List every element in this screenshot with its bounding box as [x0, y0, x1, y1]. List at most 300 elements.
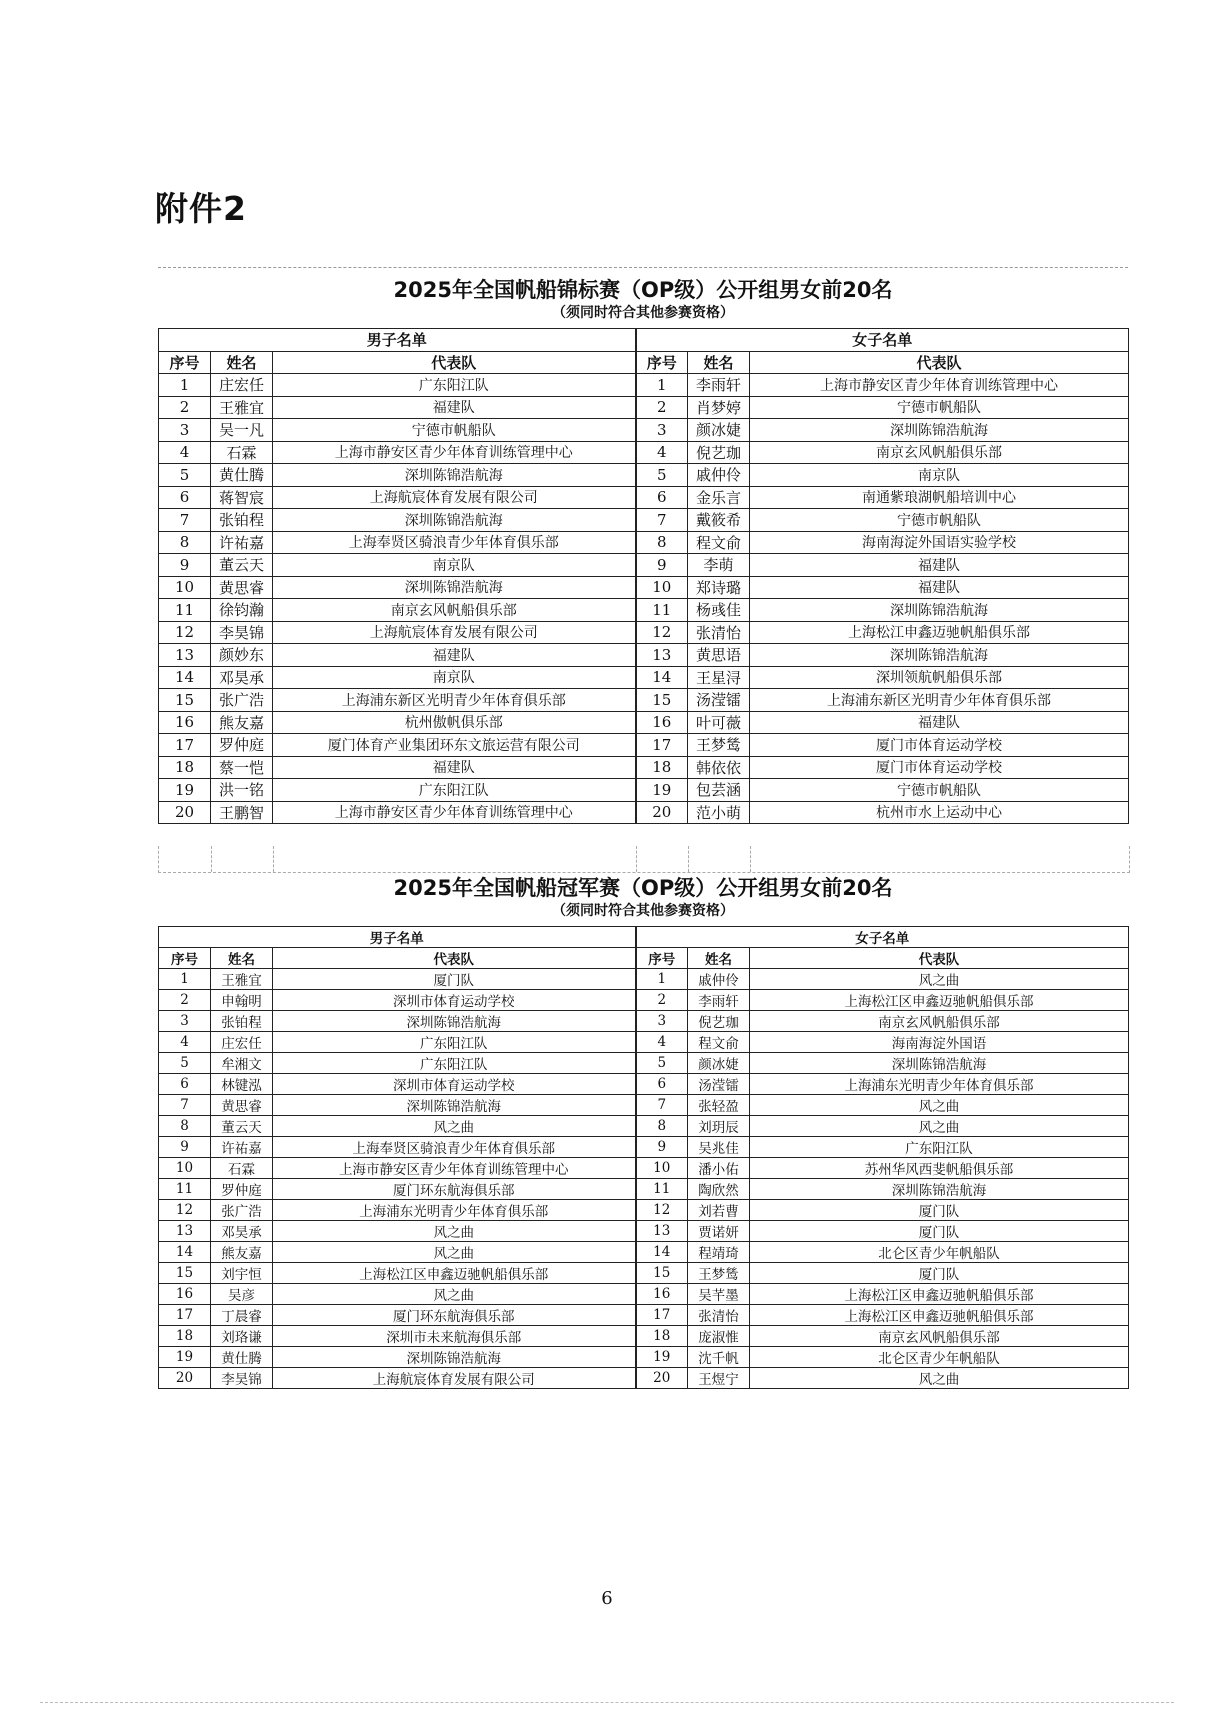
- female-team-cell: 上海松江申鑫迈驰帆船俱乐部: [750, 621, 1129, 644]
- rank-cell: 13: [159, 644, 211, 667]
- female-team-cell: 福建队: [750, 711, 1129, 734]
- roster-table: [158, 328, 1129, 824]
- female-team-cell: 深圳陈锦浩航海: [750, 1179, 1129, 1200]
- female-team-cell: 海南海淀外国语: [750, 1032, 1129, 1053]
- rank-cell: 14: [159, 1242, 211, 1263]
- rank-cell: 6: [159, 1074, 211, 1095]
- spacer-row: [158, 846, 1130, 873]
- male-name-cell: 黄思睿: [211, 1095, 273, 1116]
- rank-cell: 1: [636, 969, 688, 990]
- male-name-cell: 颜妙东: [211, 644, 273, 667]
- rank-cell: 3: [636, 419, 688, 442]
- male-name-cell: 李昊锦: [211, 621, 273, 644]
- male-team-cell: 上海奉贤区骑浪青少年体育俱乐部: [273, 1137, 636, 1158]
- scan-edge-rule: [40, 1702, 1174, 1703]
- col-no-header: 序号: [159, 351, 211, 374]
- rank-cell: 20: [159, 801, 211, 824]
- rank-cell: 1: [636, 374, 688, 397]
- rank-cell: 15: [636, 1263, 688, 1284]
- male-group-header: 男子名单: [159, 329, 636, 352]
- table-row: [159, 531, 1129, 554]
- rank-cell: 12: [636, 621, 688, 644]
- male-name-cell: 黄仕腾: [211, 1347, 273, 1368]
- female-name-cell: 张清怡: [688, 621, 750, 644]
- female-name-cell: 颜冰婕: [688, 419, 750, 442]
- rank-cell: 7: [636, 1095, 688, 1116]
- table-row: [159, 1326, 1129, 1347]
- table-row: [159, 779, 1129, 802]
- section-title: 2025年全国帆船锦标赛（OP级）公开组男女前20名: [393, 278, 893, 302]
- rank-cell: 17: [159, 1305, 211, 1326]
- table-row: [159, 509, 1129, 532]
- female-team-cell: 风之曲: [750, 1095, 1129, 1116]
- female-name-cell: 戚仲伶: [688, 969, 750, 990]
- cup-section: [158, 872, 1128, 1389]
- rank-cell: 17: [159, 734, 211, 757]
- male-name-cell: 洪一铭: [211, 779, 273, 802]
- female-team-cell: 福建队: [750, 554, 1129, 577]
- rank-cell: 17: [636, 1305, 688, 1326]
- female-team-cell: 深圳陈锦浩航海: [750, 644, 1129, 667]
- female-team-cell: 深圳领航帆船俱乐部: [750, 666, 1129, 689]
- male-name-cell: 申翰明: [211, 990, 273, 1011]
- male-name-cell: 牟湘文: [211, 1053, 273, 1074]
- col-name-header: 姓名: [688, 351, 750, 374]
- female-name-cell: 李萌: [688, 554, 750, 577]
- male-name-cell: 罗仲庭: [211, 734, 273, 757]
- male-name-cell: 石霖: [211, 1158, 273, 1179]
- rank-cell: 2: [159, 990, 211, 1011]
- female-team-cell: 厦门队: [750, 1221, 1129, 1242]
- male-name-cell: 邓昊承: [211, 666, 273, 689]
- male-name-cell: 张铂程: [211, 1011, 273, 1032]
- female-team-cell: 上海松江区申鑫迈驰帆船俱乐部: [750, 1284, 1129, 1305]
- table-row: [159, 756, 1129, 779]
- male-team-cell: 上海航宸体育发展有限公司: [273, 621, 636, 644]
- rank-cell: 2: [636, 990, 688, 1011]
- female-name-cell: 杨彧佳: [688, 599, 750, 622]
- male-team-cell: 上海航宸体育发展有限公司: [273, 1368, 636, 1389]
- rank-cell: 7: [636, 509, 688, 532]
- male-name-cell: 董云天: [211, 1116, 273, 1137]
- rank-cell: 19: [159, 1347, 211, 1368]
- female-name-cell: 倪艺珈: [688, 441, 750, 464]
- rank-cell: 16: [636, 711, 688, 734]
- female-team-cell: 风之曲: [750, 1116, 1129, 1137]
- female-team-cell: 上海市静安区青少年体育训练管理中心: [750, 374, 1129, 397]
- female-team-cell: 杭州市水上运动中心: [750, 801, 1129, 824]
- female-team-cell: 厦门队: [750, 1200, 1129, 1221]
- table-row: [159, 1074, 1129, 1095]
- male-name-cell: 李昊锦: [211, 1368, 273, 1389]
- female-team-cell: 宁德市帆船队: [750, 396, 1129, 419]
- female-group-header: 女子名单: [636, 329, 1129, 352]
- male-name-cell: 罗仲庭: [211, 1179, 273, 1200]
- table-row: [159, 1368, 1129, 1389]
- male-name-cell: 董云天: [211, 554, 273, 577]
- table-row: [159, 711, 1129, 734]
- female-name-cell: 李雨轩: [688, 374, 750, 397]
- rank-cell: 16: [159, 1284, 211, 1305]
- female-team-cell: 厦门市体育运动学校: [750, 734, 1129, 757]
- female-name-cell: 戚仲伶: [688, 464, 750, 487]
- female-team-cell: 深圳陈锦浩航海: [750, 599, 1129, 622]
- section-title: 2025年全国帆船冠军赛（OP级）公开组男女前20名: [393, 876, 893, 900]
- rank-cell: 7: [159, 509, 211, 532]
- rank-cell: 19: [159, 779, 211, 802]
- female-name-cell: 李雨轩: [688, 990, 750, 1011]
- rank-cell: 20: [636, 801, 688, 824]
- rank-cell: 10: [636, 1158, 688, 1179]
- table-row: [159, 419, 1129, 442]
- col-no-header: 序号: [636, 948, 688, 969]
- rank-cell: 18: [159, 1326, 211, 1347]
- table-row: [159, 441, 1129, 464]
- rank-cell: 2: [159, 396, 211, 419]
- female-team-cell: 南京玄风帆船俱乐部: [750, 1011, 1129, 1032]
- championship-section: [158, 267, 1128, 824]
- female-name-cell: 王煜宁: [688, 1368, 750, 1389]
- rank-cell: 14: [636, 666, 688, 689]
- col-name-header: 姓名: [211, 948, 273, 969]
- male-team-cell: 风之曲: [273, 1242, 636, 1263]
- rank-cell: 5: [636, 464, 688, 487]
- female-team-cell: 深圳陈锦浩航海: [750, 419, 1129, 442]
- col-team-header: 代表队: [750, 351, 1129, 374]
- male-name-cell: 徐钧瀚: [211, 599, 273, 622]
- male-name-cell: 林键泓: [211, 1074, 273, 1095]
- rank-cell: 4: [159, 1032, 211, 1053]
- rank-cell: 3: [636, 1011, 688, 1032]
- male-team-cell: 深圳陈锦浩航海: [273, 464, 636, 487]
- male-team-cell: 风之曲: [273, 1221, 636, 1242]
- roster-body: [159, 374, 1129, 824]
- table-row: [159, 1011, 1129, 1032]
- male-name-cell: 庄宏任: [211, 374, 273, 397]
- table-row: [159, 374, 1129, 397]
- female-team-cell: 南京队: [750, 464, 1129, 487]
- male-name-cell: 刘宇恒: [211, 1263, 273, 1284]
- table-row: [159, 1116, 1129, 1137]
- male-team-cell: 厦门队: [273, 969, 636, 990]
- table-row: [159, 396, 1129, 419]
- female-name-cell: 吴兆佳: [688, 1137, 750, 1158]
- male-name-cell: 许祐嘉: [211, 1137, 273, 1158]
- female-team-cell: 宁德市帆船队: [750, 779, 1129, 802]
- female-team-cell: 福建队: [750, 576, 1129, 599]
- rank-cell: 5: [636, 1053, 688, 1074]
- female-name-cell: 王梦鸶: [688, 1263, 750, 1284]
- male-name-cell: 张铂程: [211, 509, 273, 532]
- female-name-cell: 王梦鸶: [688, 734, 750, 757]
- male-name-cell: 张广浩: [211, 1200, 273, 1221]
- rank-cell: 8: [159, 531, 211, 554]
- female-team-cell: 风之曲: [750, 1368, 1129, 1389]
- male-name-cell: 石霖: [211, 441, 273, 464]
- rank-cell: 13: [636, 644, 688, 667]
- female-name-cell: 潘小佑: [688, 1158, 750, 1179]
- rank-cell: 19: [636, 779, 688, 802]
- female-name-cell: 戴筱希: [688, 509, 750, 532]
- table-row: [159, 969, 1129, 990]
- male-name-cell: 黄思睿: [211, 576, 273, 599]
- male-team-cell: 上海奉贤区骑浪青少年体育俱乐部: [273, 531, 636, 554]
- male-team-cell: 风之曲: [273, 1284, 636, 1305]
- male-team-cell: 深圳市体育运动学校: [273, 1074, 636, 1095]
- female-name-cell: 吴芊墨: [688, 1284, 750, 1305]
- section-subtitle: （须同时符合其他参赛资格）: [552, 903, 734, 919]
- rank-cell: 4: [636, 1032, 688, 1053]
- male-team-cell: 上海航宸体育发展有限公司: [273, 486, 636, 509]
- female-name-cell: 金乐言: [688, 486, 750, 509]
- female-team-cell: 深圳陈锦浩航海: [750, 1053, 1129, 1074]
- female-name-cell: 张轻盈: [688, 1095, 750, 1116]
- male-team-cell: 南京玄风帆船俱乐部: [273, 599, 636, 622]
- female-team-cell: 上海松江区申鑫迈驰帆船俱乐部: [750, 990, 1129, 1011]
- female-team-cell: 北仑区青少年帆船队: [750, 1347, 1129, 1368]
- female-team-cell: 广东阳江队: [750, 1137, 1129, 1158]
- male-team-cell: 广东阳江队: [273, 1032, 636, 1053]
- rank-cell: 14: [636, 1242, 688, 1263]
- male-team-cell: 上海浦东新区光明青少年体育俱乐部: [273, 689, 636, 712]
- rank-cell: 4: [636, 441, 688, 464]
- rank-cell: 5: [159, 464, 211, 487]
- rank-cell: 12: [636, 1200, 688, 1221]
- male-team-cell: 福建队: [273, 644, 636, 667]
- male-team-cell: 上海市静安区青少年体育训练管理中心: [273, 801, 636, 824]
- male-name-cell: 庄宏任: [211, 1032, 273, 1053]
- male-team-cell: 深圳陈锦浩航海: [273, 1347, 636, 1368]
- rank-cell: 10: [636, 576, 688, 599]
- female-name-cell: 贾诺妍: [688, 1221, 750, 1242]
- table-row: [159, 1263, 1129, 1284]
- male-team-cell: 福建队: [273, 396, 636, 419]
- table-row: [159, 1095, 1129, 1116]
- male-team-cell: 深圳市未来航海俱乐部: [273, 1326, 636, 1347]
- female-name-cell: 程靖琦: [688, 1242, 750, 1263]
- table-row: [159, 599, 1129, 622]
- female-name-cell: 郑诗璐: [688, 576, 750, 599]
- rank-cell: 20: [636, 1368, 688, 1389]
- rank-cell: 13: [636, 1221, 688, 1242]
- table-row: [159, 486, 1129, 509]
- female-team-cell: 厦门市体育运动学校: [750, 756, 1129, 779]
- table-row: [159, 801, 1129, 824]
- table-row: [159, 1158, 1129, 1179]
- female-name-cell: 黄思语: [688, 644, 750, 667]
- col-name-header: 姓名: [688, 948, 750, 969]
- male-team-cell: 深圳陈锦浩航海: [273, 509, 636, 532]
- page-number: 6: [601, 1588, 613, 1609]
- male-name-cell: 吴彦: [211, 1284, 273, 1305]
- female-team-cell: 南京玄风帆船俱乐部: [750, 1326, 1129, 1347]
- table-row: [159, 1179, 1129, 1200]
- female-name-cell: 程文俞: [688, 1032, 750, 1053]
- female-name-cell: 陶欣然: [688, 1179, 750, 1200]
- male-team-cell: 上海市静安区青少年体育训练管理中心: [273, 441, 636, 464]
- rank-cell: 18: [159, 756, 211, 779]
- female-name-cell: 刘若曹: [688, 1200, 750, 1221]
- rank-cell: 8: [159, 1116, 211, 1137]
- female-name-cell: 叶可薇: [688, 711, 750, 734]
- table-row: [159, 734, 1129, 757]
- rank-cell: 3: [159, 1011, 211, 1032]
- female-team-cell: 上海松江区申鑫迈驰帆船俱乐部: [750, 1305, 1129, 1326]
- rank-cell: 15: [159, 1263, 211, 1284]
- rank-cell: 10: [159, 576, 211, 599]
- rank-cell: 8: [636, 531, 688, 554]
- col-team-header: 代表队: [273, 351, 636, 374]
- male-team-cell: 厦门体育产业集团环东文旅运营有限公司: [273, 734, 636, 757]
- male-name-cell: 许祐嘉: [211, 531, 273, 554]
- male-team-cell: 深圳市体育运动学校: [273, 990, 636, 1011]
- male-team-cell: 宁德市帆船队: [273, 419, 636, 442]
- table-row: [159, 990, 1129, 1011]
- rank-cell: 18: [636, 756, 688, 779]
- male-name-cell: 张广浩: [211, 689, 273, 712]
- table-row: [159, 644, 1129, 667]
- female-team-cell: 南京玄风帆船俱乐部: [750, 441, 1129, 464]
- female-name-cell: 刘玥辰: [688, 1116, 750, 1137]
- col-team-header: 代表队: [750, 948, 1129, 969]
- rank-cell: 11: [636, 599, 688, 622]
- female-name-cell: 汤滢镭: [688, 1074, 750, 1095]
- roster-body: [159, 969, 1129, 1389]
- female-name-cell: 倪艺珈: [688, 1011, 750, 1032]
- roster-table: [158, 926, 1129, 1389]
- rank-cell: 10: [159, 1158, 211, 1179]
- rank-cell: 9: [636, 1137, 688, 1158]
- col-name-header: 姓名: [211, 351, 273, 374]
- male-team-cell: 风之曲: [273, 1116, 636, 1137]
- table-row: [159, 1242, 1129, 1263]
- rank-cell: 16: [636, 1284, 688, 1305]
- rank-cell: 15: [159, 689, 211, 712]
- rank-cell: 12: [159, 621, 211, 644]
- female-team-cell: 上海浦东新区光明青少年体育俱乐部: [750, 689, 1129, 712]
- rank-cell: 20: [159, 1368, 211, 1389]
- table-row: [159, 1053, 1129, 1074]
- rank-cell: 19: [636, 1347, 688, 1368]
- female-name-cell: 王星浔: [688, 666, 750, 689]
- table-row: [159, 1284, 1129, 1305]
- rank-cell: 6: [636, 486, 688, 509]
- table-row: [159, 576, 1129, 599]
- male-team-cell: 广东阳江队: [273, 779, 636, 802]
- rank-cell: 1: [159, 969, 211, 990]
- table-row: [159, 464, 1129, 487]
- male-team-cell: 上海松江区申鑫迈驰帆船俱乐部: [273, 1263, 636, 1284]
- attachment-heading: 附件2: [155, 189, 247, 228]
- table-row: [159, 1137, 1129, 1158]
- male-name-cell: 王雅宜: [211, 396, 273, 419]
- female-name-cell: 沈千帆: [688, 1347, 750, 1368]
- female-team-cell: 上海浦东光明青少年体育俱乐部: [750, 1074, 1129, 1095]
- female-team-cell: 北仑区青少年帆船队: [750, 1242, 1129, 1263]
- male-name-cell: 刘珞谦: [211, 1326, 273, 1347]
- male-name-cell: 熊友嘉: [211, 711, 273, 734]
- rank-cell: 7: [159, 1095, 211, 1116]
- male-team-cell: 上海浦东光明青少年体育俱乐部: [273, 1200, 636, 1221]
- table-row: [159, 1347, 1129, 1368]
- rank-cell: 11: [159, 1179, 211, 1200]
- rank-cell: 13: [159, 1221, 211, 1242]
- female-name-cell: 包芸涵: [688, 779, 750, 802]
- male-team-cell: 厦门环东航海俱乐部: [273, 1305, 636, 1326]
- male-name-cell: 王鹏智: [211, 801, 273, 824]
- male-team-cell: 厦门环东航海俱乐部: [273, 1179, 636, 1200]
- female-name-cell: 张清怡: [688, 1305, 750, 1326]
- male-name-cell: 熊友嘉: [211, 1242, 273, 1263]
- rank-cell: 6: [159, 486, 211, 509]
- male-team-cell: 上海市静安区青少年体育训练管理中心: [273, 1158, 636, 1179]
- female-team-cell: 南通紫琅湖帆船培训中心: [750, 486, 1129, 509]
- table-row: [159, 1221, 1129, 1242]
- male-team-cell: 广东阳江队: [273, 1053, 636, 1074]
- rank-cell: 9: [159, 1137, 211, 1158]
- male-name-cell: 邓昊承: [211, 1221, 273, 1242]
- rank-cell: 9: [636, 554, 688, 577]
- male-name-cell: 吴一凡: [211, 419, 273, 442]
- male-team-cell: 杭州傲帆俱乐部: [273, 711, 636, 734]
- female-name-cell: 肖梦婷: [688, 396, 750, 419]
- male-team-cell: 南京队: [273, 554, 636, 577]
- female-name-cell: 程文俞: [688, 531, 750, 554]
- table-row: [159, 689, 1129, 712]
- rank-cell: 14: [159, 666, 211, 689]
- female-group-header: 女子名单: [636, 927, 1129, 948]
- table-row: [159, 666, 1129, 689]
- male-team-cell: 南京队: [273, 666, 636, 689]
- table-row: [159, 621, 1129, 644]
- rank-cell: 6: [636, 1074, 688, 1095]
- section-subtitle: （须同时符合其他参赛资格）: [552, 305, 734, 321]
- female-name-cell: 颜冰婕: [688, 1053, 750, 1074]
- rank-cell: 11: [636, 1179, 688, 1200]
- female-team-cell: 苏州华风西斐帆船俱乐部: [750, 1158, 1129, 1179]
- rank-cell: 11: [159, 599, 211, 622]
- rank-cell: 18: [636, 1326, 688, 1347]
- male-team-cell: 福建队: [273, 756, 636, 779]
- table-row: [159, 1200, 1129, 1221]
- male-team-cell: 深圳陈锦浩航海: [273, 1095, 636, 1116]
- female-name-cell: 范小萌: [688, 801, 750, 824]
- table-row: [159, 1305, 1129, 1326]
- female-team-cell: 宁德市帆船队: [750, 509, 1129, 532]
- male-name-cell: 王雅宜: [211, 969, 273, 990]
- rank-cell: 9: [159, 554, 211, 577]
- male-name-cell: 黄仕腾: [211, 464, 273, 487]
- rank-cell: 12: [159, 1200, 211, 1221]
- male-team-cell: 深圳陈锦浩航海: [273, 576, 636, 599]
- col-no-header: 序号: [159, 948, 211, 969]
- table-row: [159, 1032, 1129, 1053]
- male-team-cell: 广东阳江队: [273, 374, 636, 397]
- male-name-cell: 丁晨睿: [211, 1305, 273, 1326]
- female-team-cell: 风之曲: [750, 969, 1129, 990]
- female-name-cell: 庞淑惟: [688, 1326, 750, 1347]
- col-team-header: 代表队: [273, 948, 636, 969]
- rank-cell: 15: [636, 689, 688, 712]
- rank-cell: 5: [159, 1053, 211, 1074]
- rank-cell: 1: [159, 374, 211, 397]
- rank-cell: 3: [159, 419, 211, 442]
- female-name-cell: 韩依依: [688, 756, 750, 779]
- female-name-cell: 汤滢镭: [688, 689, 750, 712]
- male-team-cell: 深圳陈锦浩航海: [273, 1011, 636, 1032]
- rank-cell: 2: [636, 396, 688, 419]
- male-name-cell: 蔡一恺: [211, 756, 273, 779]
